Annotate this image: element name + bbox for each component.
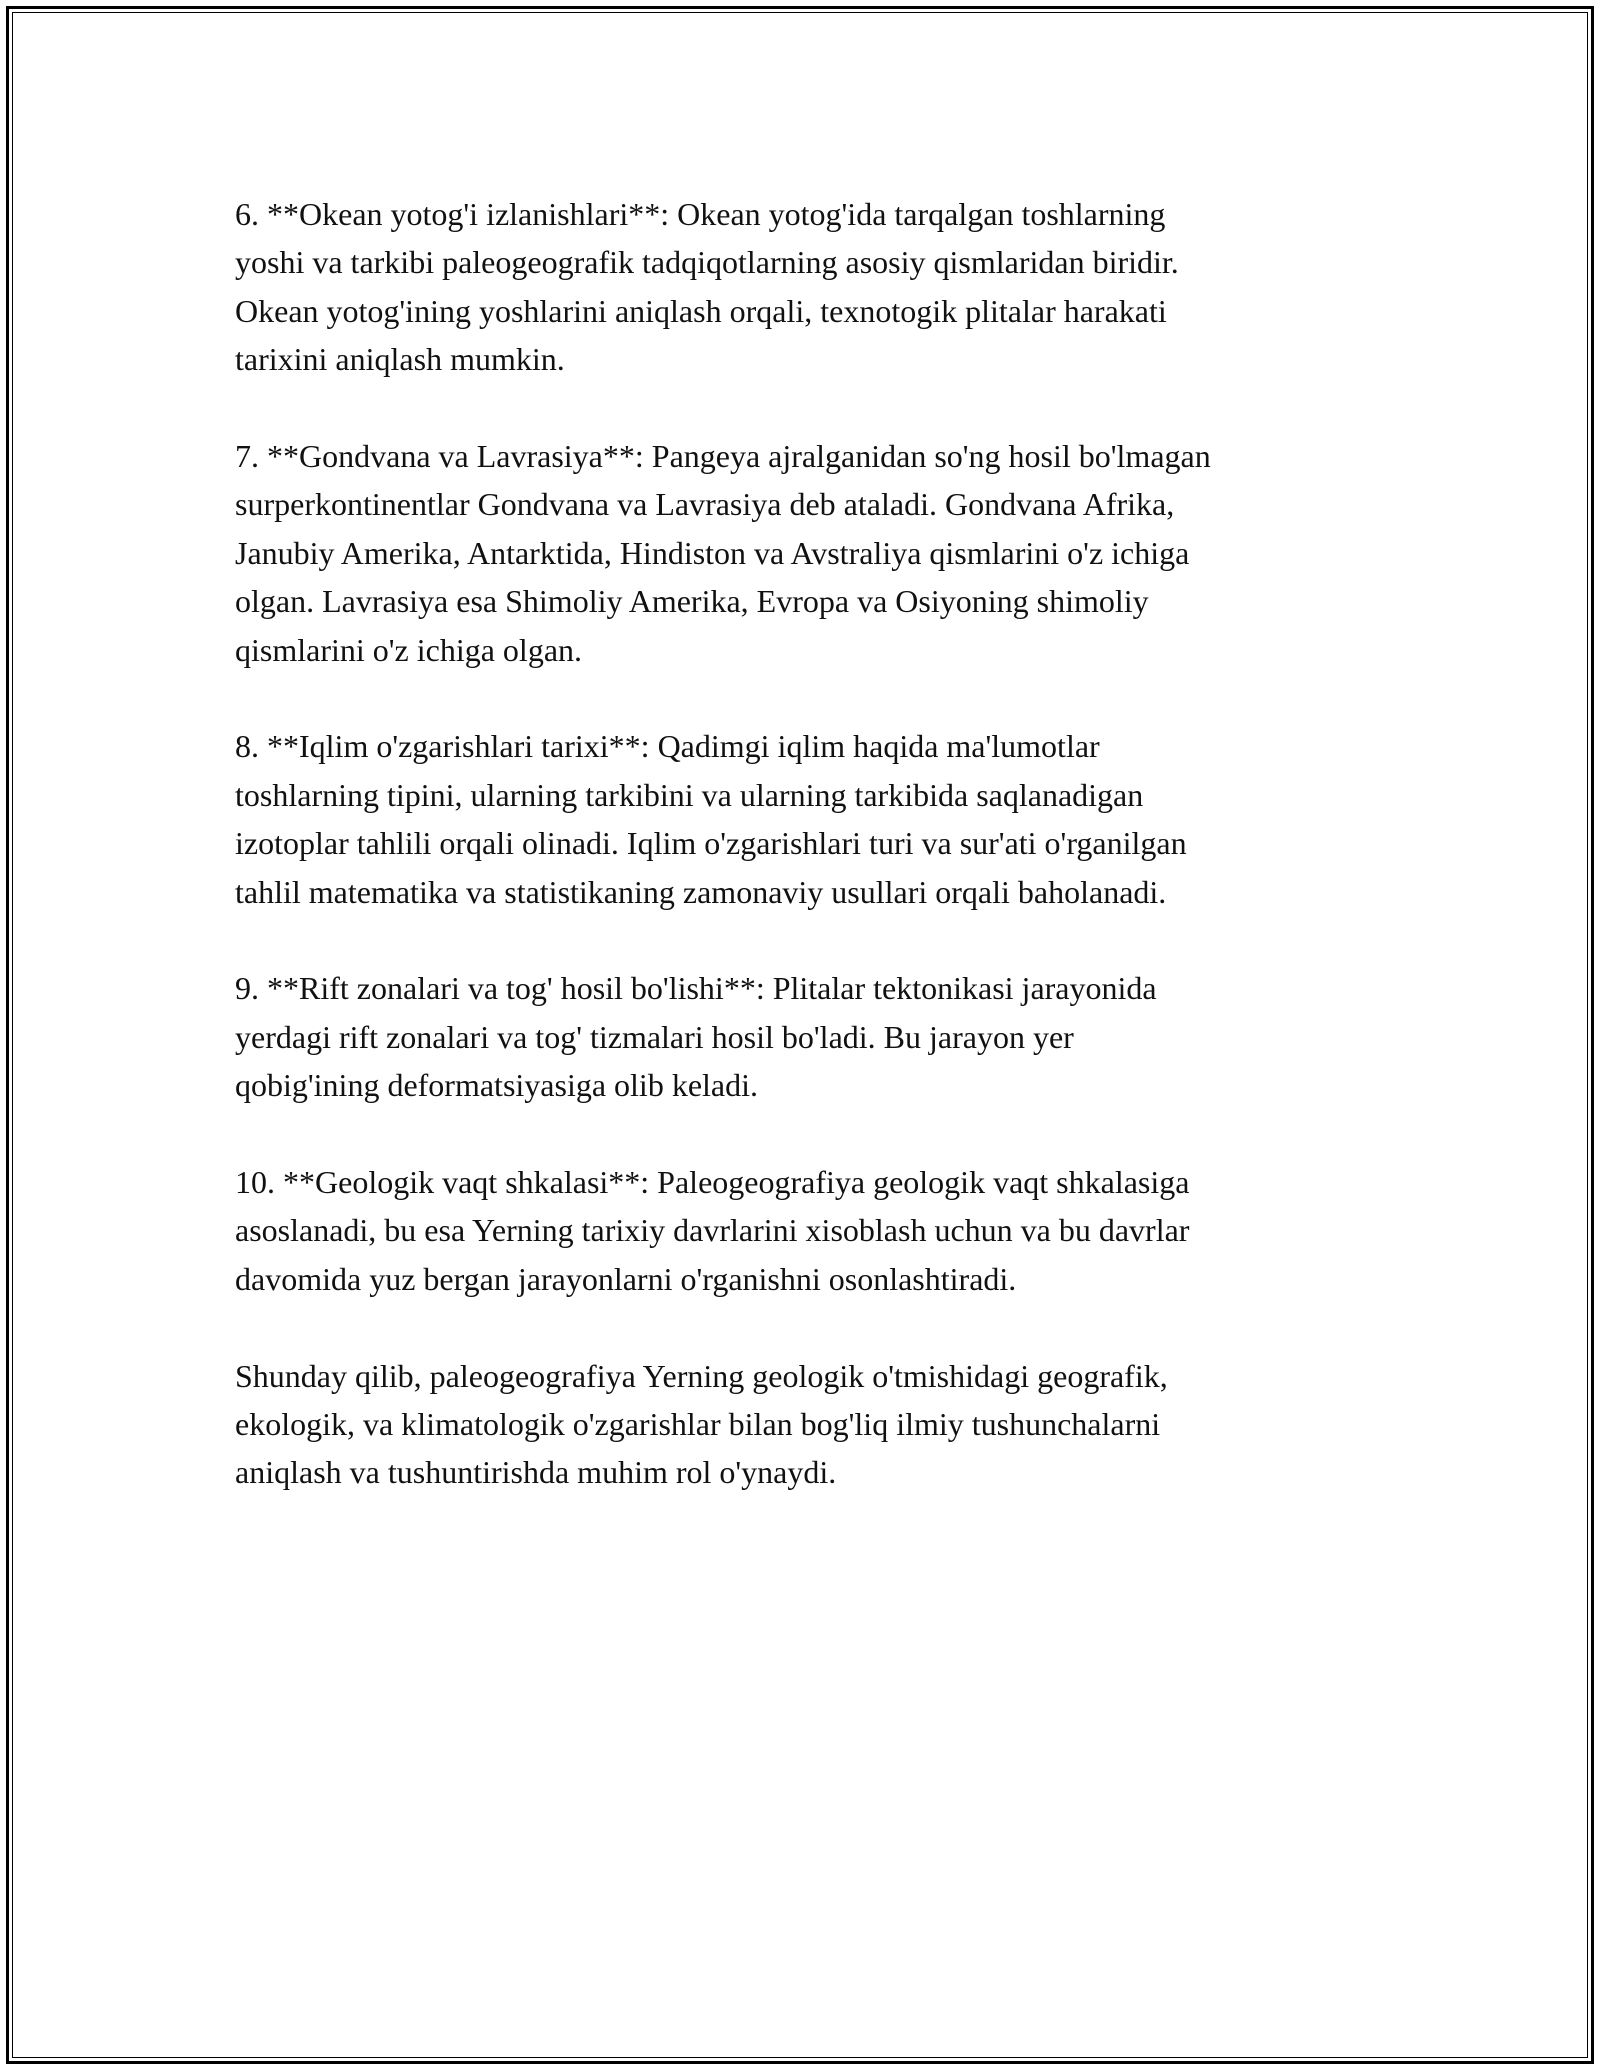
text-line: Okean yotog'ining yoshlarini aniqlash orqali, texnotogik plitalar harakati bbox=[235, 292, 1167, 329]
paragraph-rift-zones bbox=[235, 964, 1365, 1109]
text-line: aniqlash va tushuntirishda muhim rol o'ynaydi. bbox=[235, 1454, 837, 1491]
text-line: surperkontinentlar Gondvana va Lavrasiya deb ataladi. Gondvana Afrika, bbox=[235, 486, 1175, 523]
text-line: Shunday qilib, paleogeografiya Yerning geologik o'tmishidagi geografik, bbox=[235, 1357, 1168, 1394]
text-line: yerdagi rift zonalari va tog' tizmalari hosil bo'ladi. Bu jarayon yer bbox=[235, 1018, 1074, 1055]
text-line: Janubiy Amerika, Antarktida, Hindiston va Avstraliya qismlarini o'z ichiga bbox=[235, 534, 1190, 571]
text-line: olgan. Lavrasiya esa Shimoliy Amerika, Evropa va Osiyoning shimoliy bbox=[235, 583, 1149, 620]
paragraph-geologic-time-scale bbox=[235, 1158, 1365, 1303]
text-line: 10. **Geologik vaqt shkalasi**: Paleogeografiya geologik vaqt shkalasiga bbox=[235, 1164, 1190, 1201]
text-line: tahlil matematika va statistikaning zamonaviy usullari orqali baholanadi. bbox=[235, 873, 1167, 910]
text-line: 9. **Rift zonalari va tog' hosil bo'lishi**: Plitalar tektonikasi jarayonida bbox=[235, 970, 1157, 1007]
text-line: qismlarini o'z ichiga olgan. bbox=[235, 631, 583, 668]
text-line: ekologik, va klimatologik o'zgarishlar bilan bog'liq ilmiy tushunchalarni bbox=[235, 1406, 1161, 1443]
text-line: 8. **Iqlim o'zgarishlari tarixi**: Qadimgi iqlim haqida ma'lumotlar bbox=[235, 728, 1100, 765]
text-line: 7. **Gondvana va Lavrasiya**: Pangeya ajralganidan so'ng hosil bo'lmagan bbox=[235, 438, 1211, 475]
paragraph-ocean-floor bbox=[235, 190, 1365, 384]
document-body bbox=[235, 190, 1365, 1545]
text-line: qobig'ining deformatsiyasiga olib keladi. bbox=[235, 1067, 758, 1104]
text-line: toshlarning tipini, ularning tarkibini va ularning tarkibida saqlanadigan bbox=[235, 776, 1144, 813]
text-line: tarixini aniqlash mumkin. bbox=[235, 341, 565, 378]
text-line: 6. **Okean yotog'i izlanishlari**: Okean yotog'ida tarqalgan toshlarning bbox=[235, 196, 1166, 232]
text-line: asoslanadi, bu esa Yerning tarixiy davrlarini xisoblash uchun va bu davrlar bbox=[235, 1212, 1190, 1249]
paragraph-conclusion bbox=[235, 1352, 1365, 1497]
paragraph-gondwana-laurasia bbox=[235, 432, 1365, 674]
text-line: izotoplar tahlili orqali olinadi. Iqlim o'zgarishlari turi va sur'ati o'rganilgan bbox=[235, 825, 1187, 862]
text-line: yoshi va tarkibi paleogeografik tadqiqotlarning asosiy qismlaridan biridir. bbox=[235, 244, 1179, 281]
text-line: davomida yuz bergan jarayonlarni o'rganishni osonlashtiradi. bbox=[235, 1260, 1017, 1297]
paragraph-climate-history bbox=[235, 722, 1365, 916]
